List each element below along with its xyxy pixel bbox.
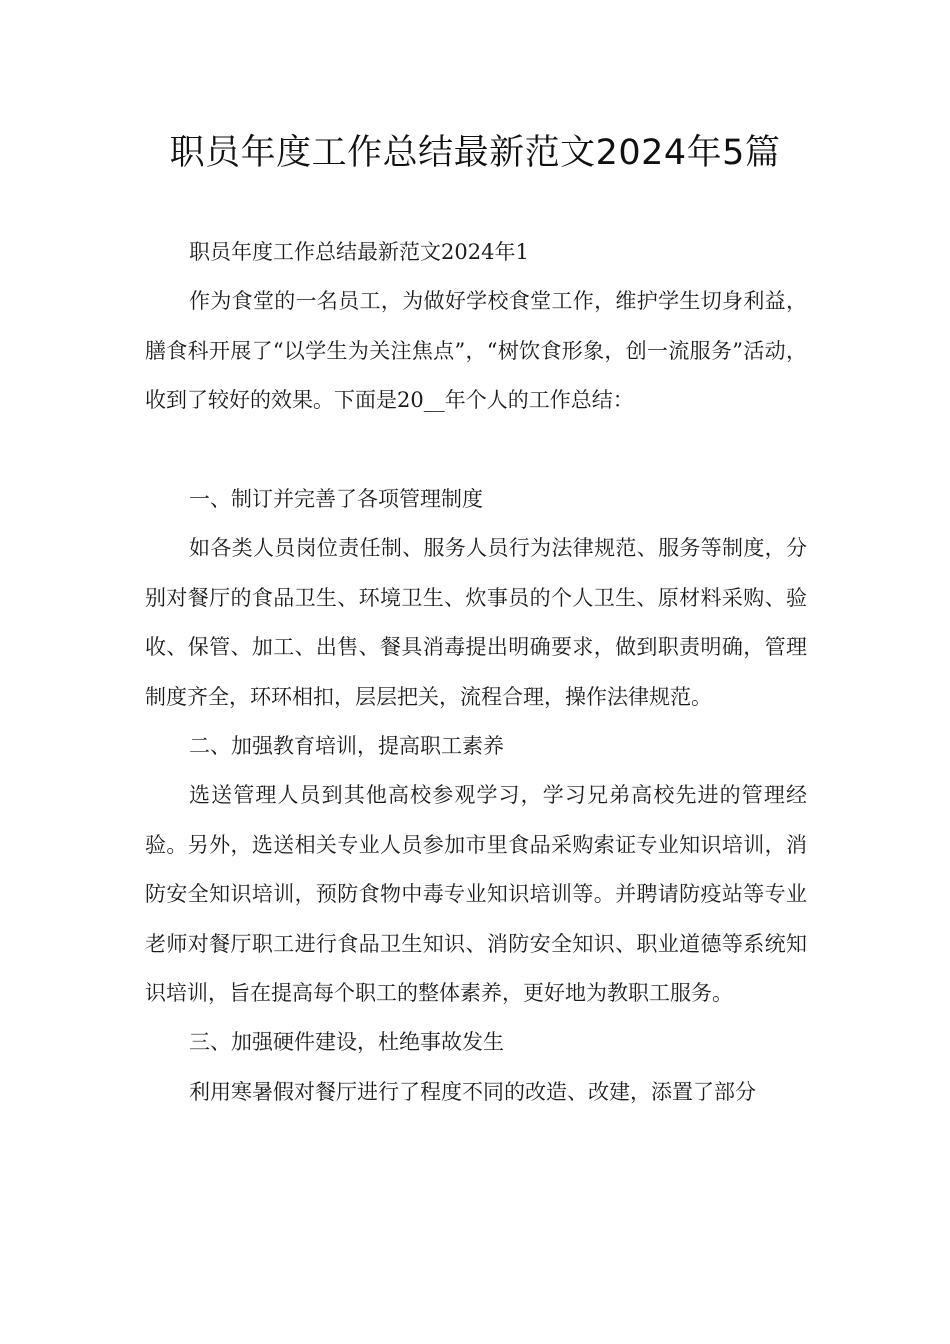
article-subtitle: 职员年度工作总结最新范文2024年1	[189, 240, 529, 264]
section-heading-3: 三、加强硬件建设，杜绝事故发生	[189, 1030, 504, 1055]
section-heading-2: 二、加强教育培训，提高职工素养	[189, 734, 504, 759]
document-body	[145, 228, 807, 1117]
document-title: 职员年度工作总结最新范文2024年5篇	[169, 133, 781, 173]
section-body-2: 选送管理人员到其他高校参观学习，学习兄弟高校先进的管理经验。另外，选送相关专业人员参加市里食品采购索证专业知识培训，消防安全知识培训，预防食物中毒专业知识培训等。并聘请防疫站等专业老师对餐厅职工进行食品卫生知识、消防安全知识、职业道德等系统知识培训，旨在提高每个职工的整体素养，更好地为教职工服务。	[145, 783, 807, 1006]
paragraph-gap	[145, 426, 807, 475]
section-body-1: 如各类人员岗位责任制、服务人员行为法律规范、服务等制度，分别对餐厅的食品卫生、环境卫生、炊事员的个人卫生、原材料采购、验收、保管、加工、出售、餐具消毒提出明确要求，做到职责明确，管理制度齐全，环环相扣，层层把关，流程合理，操作法律规范。	[145, 536, 807, 709]
section-body-3: 利用寒暑假对餐厅进行了程度不同的改造、改建，添置了部分	[189, 1079, 756, 1104]
intro-paragraph: 作为食堂的一名员工，为做好学校食堂工作，维护学生切身利益，膳食科开展了“以学生为关注焦点”，“树饮食形象，创一流服务”活动，收到了较好的效果。下面是20__年个人的工作总结：	[145, 289, 807, 413]
section-heading-1: 一、制订并完善了各项管理制度	[189, 487, 483, 512]
